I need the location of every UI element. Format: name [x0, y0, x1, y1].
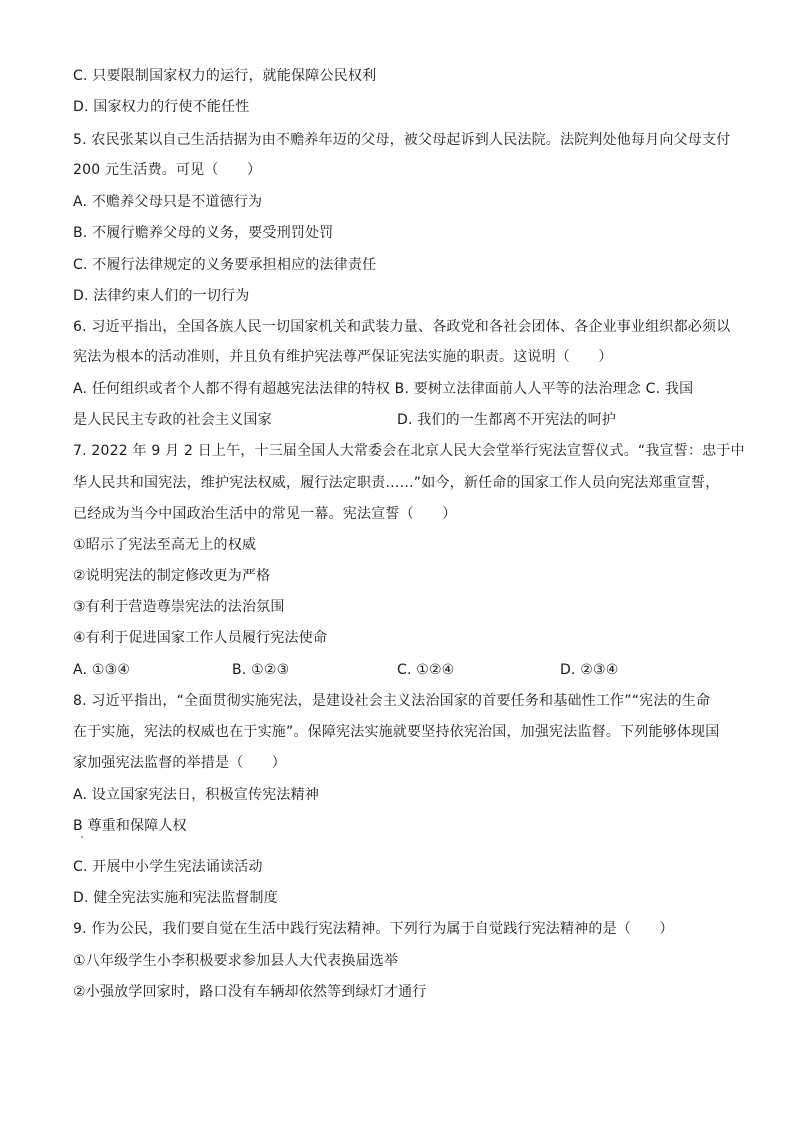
- q8-stem-line-3: 家加强宪法监督的举措是（ ）: [73, 755, 286, 771]
- q4-option-d: D. 国家权力的行使不能任性: [73, 99, 250, 115]
- q5-option-a: A. 不赡养父母只是不道德行为: [73, 194, 263, 210]
- q8-option-b: B 尊重和保障人权: [73, 818, 187, 834]
- q7-statement-1: ①昭示了宪法至高无上的权威: [73, 537, 257, 553]
- q7-stem-line-1: 7. 2022 年 9 月 2 日上午，十三届全国人大常委会在北京人民大会堂举行宪法宣誓仪式。“我宣誓：忠于中: [73, 443, 745, 459]
- stray-dot: [81, 836, 83, 838]
- q5-option-d: D. 法律约束人们的一切行为: [73, 288, 250, 304]
- q9-statement-1: ①八年级学生小李积极要求参加县人大代表换届选举: [73, 953, 399, 969]
- q5-stem-line-2: 200 元生活费。可见（ ）: [73, 162, 262, 178]
- q7-option-a: A. ①③④: [73, 662, 131, 678]
- q5-option-c: C. 不履行法律规定的义务要承担相应的法律责任: [73, 257, 377, 273]
- q9-statement-2: ②小强放学回家时，路口没有车辆却依然等到绿灯才通行: [73, 984, 427, 1000]
- q7-stem-line-3: 已经成为当今中国政治生活中的常见一幕。宪法宣誓（ ）: [73, 506, 457, 522]
- q6-options-line-1: A. 任何组织或者个人都不得有超越宪法法律的特权 B. 要树立法律面前人人平等的法治理念 C. 我国: [73, 381, 694, 397]
- q6-option-d: D. 我们的一生都离不开宪法的呵护: [397, 412, 617, 428]
- q8-option-d: D. 健全宪法实施和宪法监督制度: [73, 890, 278, 906]
- q7-option-d: D. ②③④: [560, 662, 619, 678]
- q6-options-line-2: 是人民民主专政的社会主义国家: [73, 412, 272, 428]
- q5-stem-line-1: 5. 农民张某以自己生活拮据为由不赡养年迈的父母，被父母起诉到人民法院。法院判处他每月向父母支付: [73, 132, 731, 148]
- q4-option-c: C. 只要限制国家权力的运行，就能保障公民权利: [73, 68, 377, 84]
- q8-option-a: A. 设立国家宪法日，积极宣传宪法精神: [73, 787, 320, 803]
- q9-stem: 9. 作为公民，我们要自觉在生活中践行宪法精神。下列行为属于自觉践行宪法精神的是（ ）: [73, 921, 674, 937]
- q8-stem-line-1: 8. 习近平指出，“全面贯彻实施宪法，是建设社会主义法治国家的首要任务和基础性工作”“宪法的生命: [73, 693, 711, 709]
- q7-option-b: B. ①②③: [232, 662, 290, 678]
- q7-statement-4: ④有利于促进国家工作人员履行宪法使命: [73, 630, 328, 646]
- q7-statement-3: ③有利于营造尊崇宪法的法治氛围: [73, 599, 285, 615]
- q5-option-b: B. 不履行赡养父母的义务，要受刑罚处罚: [73, 225, 334, 241]
- q6-stem-line-1: 6. 习近平指出，全国各族人民一切国家机关和武装力量、各政党和各社会团体、各企业事业组织都必须以: [73, 319, 731, 335]
- q7-statement-2: ②说明宪法的制定修改更为严格: [73, 568, 271, 584]
- q7-stem-line-2: 华人民共和国宪法，维护宪法权威，履行法定职责……”如今，新任命的国家工作人员向宪法郑重宣誓，: [73, 475, 720, 491]
- q8-stem-line-2: 在于实施，宪法的权威也在于实施”。保障宪法实施就要坚持依宪治国，加强宪法监督。下列能够体现国: [73, 724, 720, 740]
- q7-option-c: C. ①②④: [397, 662, 455, 678]
- q6-stem-line-2: 宪法为根本的活动准则，并且负有维护宪法尊严保证宪法实施的职责。这说明（ ）: [73, 349, 613, 365]
- q8-option-c: C. 开展中小学生宪法诵读活动: [73, 859, 263, 875]
